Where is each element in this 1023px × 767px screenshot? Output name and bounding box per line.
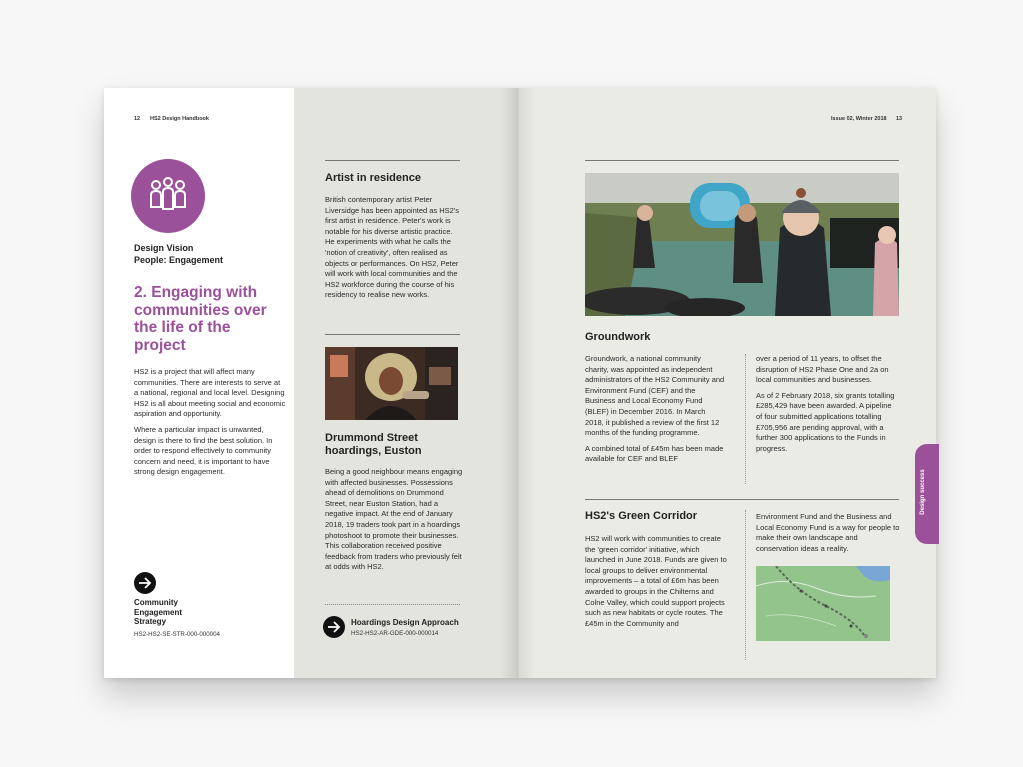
groundwork-paragraph-2: A combined total of £45m has been made available for CEF and BLEF [585,443,724,464]
corridor-column-2: Environment Fund and the Business and Local Economy Fund is a way for people to make their own landscape and conservation ideas a reality. [756,512,900,553]
section-label: Design Vision [134,243,194,253]
corridor-heading: HS2's Green Corridor [585,510,698,522]
artist-bottom-rule [325,334,460,335]
right-page-number: 13 [896,116,903,122]
section-sublabel: People: Engagement [134,255,224,265]
groundwork-column-2 [756,354,899,459]
intro-paragraph-2: Where a particular impact is unwanted, design is there to find the best solution. In order to respond effectively to community concern and need, it is important to have strong design engagement. [134,424,273,477]
playground-photo [585,173,899,316]
issue-label: Issue 02, Winter 2018 [831,116,887,122]
drummond-text: Being a good neighbour means engaging with affected businesses. Possessions ahead of demolitions on Drummond Street, near Euston Station, had a negative impact. At the end of January 2018, 19 traders took part in a hoardings photoshoot to promote their businesses. This collaboration received positive feedback from traders who previously felt at odds with HS2. [325,467,463,572]
community-strategy-link-button[interactable] [134,572,156,594]
hoardings-code: HS2-HS2-AR-GDE-000-000014 [351,630,439,637]
artist-top-rule [325,160,460,161]
groundwork-top-rule [585,160,899,161]
artist-photo [325,347,458,420]
groundwork-paragraph-3: over a period of 11 years, to offset the disruption of HS2 Phase One and 2a on local communities and businesses. [756,354,889,385]
artist-text: British contemporary artist Peter Liversidge has been appointed as HS2's first artist in residence. Peter's work is notable for his diverse artistic practice. He experiments with what he calls the 'notion of creativity', often realised as objects or performances. On HS2, Peter will work with local communities and the HS2 workforce during the course of his residency to realise new works. [325,195,460,300]
drummond-heading: Drummond Street hoardings, Euston [325,432,422,457]
page-heading: 2. Engaging with communities over the life of the project [134,284,267,354]
book-gutter [500,88,536,678]
left-page [104,88,518,678]
groundwork-paragraph-1: Groundwork, a national community charity, was appointed as independent administrators of the HS2 Community and Environment Fund (CEF) and the Business and Local Economy Fund (BLEF) in December 2016. In March 2018, it published a review of the first 12 months of the funding programme. [585,354,725,438]
corridor-column-1: HS2 will work with communities to create the 'green corridor' initiative, which launched in June 2018. Funds are given to local groups to deliver environmental improvements – a total of £6m has been awarded to groups in the Chilterns and Colne Valley, which could support projects such as new habitats or cycle routes. The £45m in the Community and [585,534,727,628]
side-tab-label: Design success [920,469,926,515]
community-strategy-link-title[interactable]: Community Engagement Strategy [134,598,183,626]
arrow-right-icon [138,577,152,589]
hoardings-link-title[interactable]: Hoardings Design Approach [351,618,459,627]
open-booklet [104,88,936,678]
drummond-dotted-rule [325,604,460,605]
hoardings-link-button[interactable] [323,616,345,638]
community-strategy-code: HS2-HS2-SE-STR-000-000004 [134,631,220,638]
intro-text [134,367,286,483]
intro-paragraph-1: HS2 is a project that will affect many communities. There are interests to serve at a national, regional and local level. Designing HS2 is all about meeting social and economic aspiration and opportunity. [134,367,286,419]
groundwork-column-1 [585,354,725,470]
groundwork-paragraph-4: As of 2 February 2018, six grants totalling £285,429 have been awarded. A pipeline of four submitted applications totalling £705,956 are pending approval, with a further 300 applications to the Funds in progress. [756,390,895,453]
people-group-icon [131,159,205,233]
groundwork-heading: Groundwork [585,331,651,343]
design-success-tab[interactable] [915,444,939,544]
running-title: HS2 Design Handbook [150,116,209,122]
artist-heading: Artist in residence [325,172,421,184]
arrow-right-icon [327,621,341,633]
left-page-number: 12 [134,116,141,122]
green-corridor-map [756,566,890,641]
groundwork-column-divider [745,354,746,484]
corridor-column-divider [745,510,746,660]
right-page [518,88,936,678]
corridor-top-rule [585,499,899,500]
